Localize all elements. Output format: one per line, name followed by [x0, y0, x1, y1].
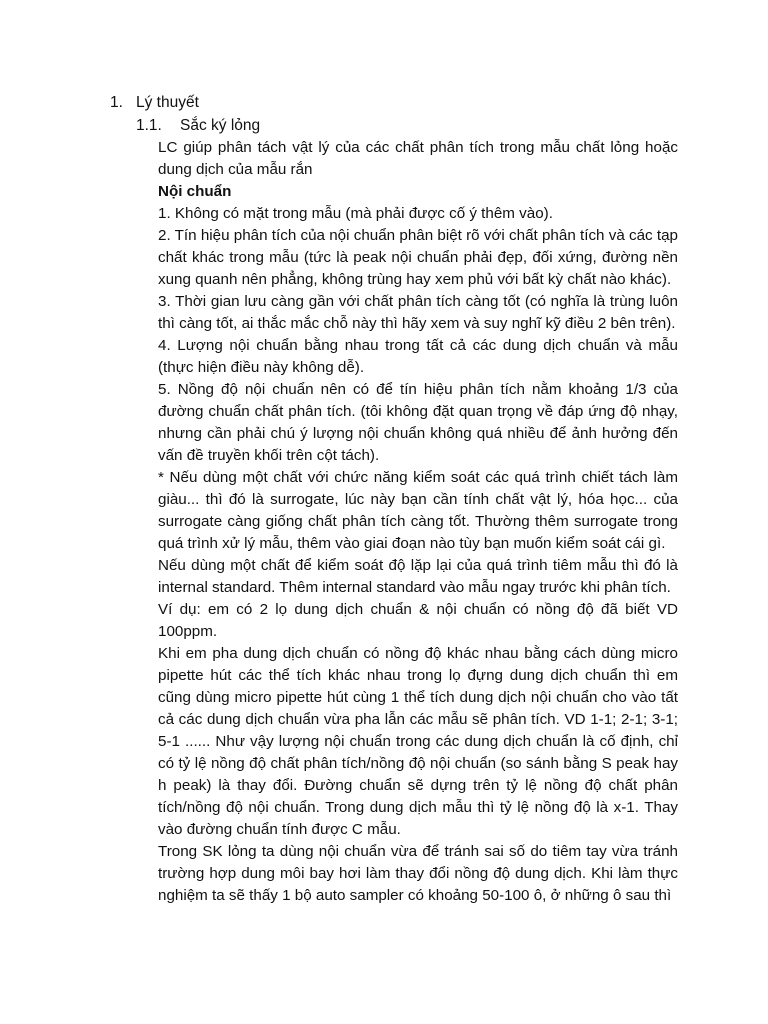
section-title-noi-chuan: Nội chuẩn [158, 183, 232, 200]
heading-level-1-text: Lý thuyết [136, 94, 199, 111]
paragraph: Nếu dùng một chất để kiểm soát độ lặp lại của quá trình tiêm mẫu thì đó là internal standard. Thêm internal standard vào mẫu ngay trước khi phân tích. [158, 557, 678, 596]
paragraph: 3. Thời gian lưu càng gần với chất phân tích càng tốt (có nghĩa là trùng luôn thì càng tốt, ai thắc mắc chỗ này thì hãy xem và suy nghĩ kỹ điều 2 bên trên). [158, 293, 678, 332]
heading-level-2-text: Sắc ký lỏng [180, 117, 261, 134]
paragraph: Trong SK lỏng ta dùng nội chuẩn vừa để tránh sai số do tiêm tay vừa tránh trường hợp dung môi bay hơi làm thay đổi nồng độ dung dịch. Khi làm thực nghiệm ta sẽ thấy 1 bộ auto sampler có khoảng 50-100 ô, ở những ô sau thì [158, 843, 678, 904]
heading-level-2 [136, 115, 260, 137]
paragraph: 1. Không có mặt trong mẫu (mà phải được cố ý thêm vào). [158, 205, 553, 222]
paragraph: Khi em pha dung dịch chuẩn có nồng độ khác nhau bằng cách dùng micro pipette hút các thể tích khác nhau trong lọ đựng dung dịch chuẩn thì em cũng dùng micro pipette hút cùng 1 thể tích dung dịch nội chuẩn cho vào tất cả các dung dịch chuẩn vừa pha lẫn các mẫu sẽ phân tích. VD 1-1; 2-1; 3-1; 5-1 ...... Như vậy lượng nội chuẩn trong các dung dịch chuẩn là cố định, chỉ có tỷ lệ nồng độ chất phân tích/nồng độ nội chuẩn (so sánh bằng S peak hay h peak) là thay đổi. Đường chuẩn sẽ dựng trên tỷ lệ nồng độ chất phân tích/nồng độ nội chuẩn. Trong dung dịch mẫu thì tỷ lệ nồng độ là x-1. Thay vào đường chuẩn tính được C mẫu. [158, 645, 678, 838]
paragraph: Ví dụ: em có 2 lọ dung dịch chuẩn & nội chuẩn có nồng độ đã biết VD 100ppm. [158, 601, 678, 640]
paragraph: 4. Lượng nội chuẩn bằng nhau trong tất cả các dung dịch chuẩn và mẫu (thực hiện điều này không dễ). [158, 337, 678, 376]
paragraph: 5. Nồng độ nội chuẩn nên có để tín hiệu phân tích nằm khoảng 1/3 của đường chuẩn chất phân tích. (tôi không đặt quan trọng về đáp ứng độ nhạy, nhưng cần phải chú ý lượng nội chuẩn không quá nhiều để ảnh hưởng đến vấn đề truyền khối trên cột tách). [158, 381, 678, 464]
heading-level-1 [110, 92, 199, 114]
heading-level-1-number: 1. [110, 94, 123, 111]
paragraph: LC giúp phân tách vật lý của các chất phân tích trong mẫu chất lỏng hoặc dung dịch của mẫu rắn [158, 139, 678, 178]
paragraph: 2. Tín hiệu phân tích của nội chuẩn phân biệt rõ với chất phân tích và các tạp chất khác trong mẫu (tức là peak nội chuẩn phải đẹp, đối xứng, đường nền xung quanh nên phẳng, không trùng hay xem phủ với bất kỳ chất nào khác). [158, 227, 678, 288]
body-text [158, 137, 678, 907]
paragraph: * Nếu dùng một chất với chức năng kiểm soát các quá trình chiết tách làm giàu... thì đó là surrogate, lúc này bạn cần tính chất vật lý, hóa học... của surrogate càng giống chất phân tích càng tốt. Thường thêm surrogate trong quá trình xử lý mẫu, thêm vào giai đoạn nào tùy bạn muốn kiểm soát cái gì. [158, 469, 678, 552]
heading-level-2-number: 1.1. [136, 117, 162, 134]
